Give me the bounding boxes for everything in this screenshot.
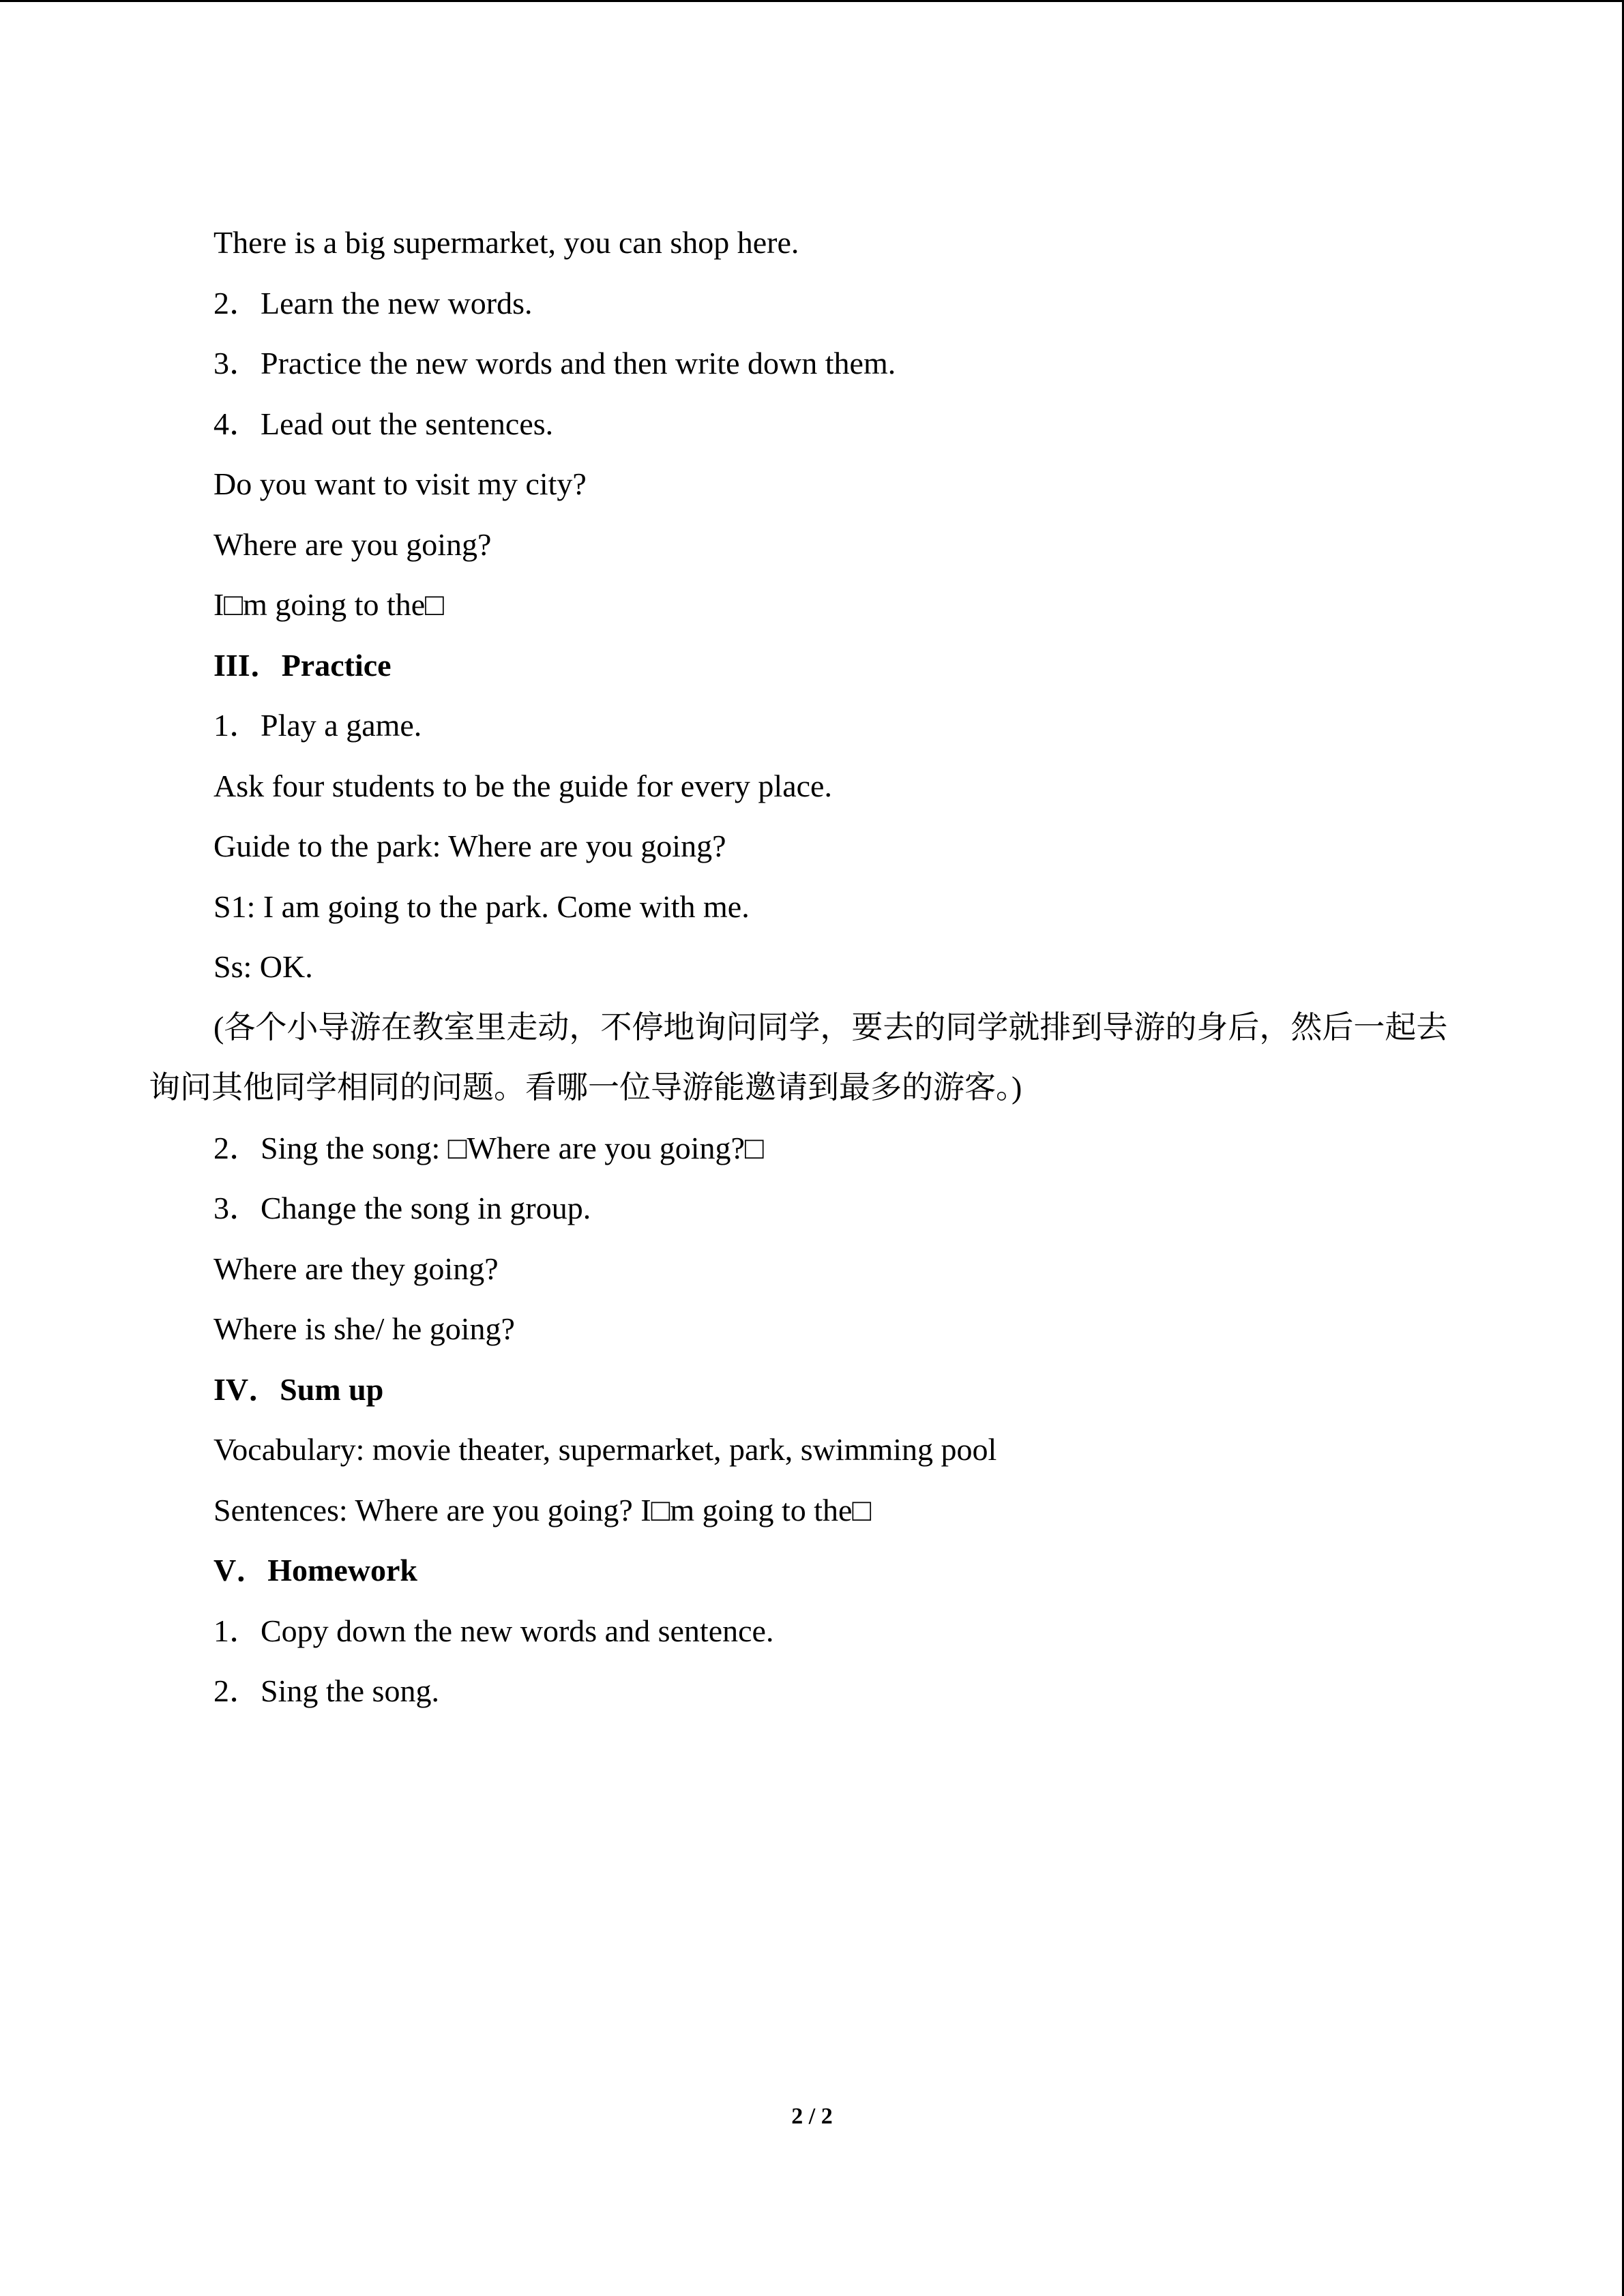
list-item: 2．Sing the song. — [213, 1673, 439, 1708]
text-line: Where is she/ he going? — [213, 1311, 515, 1346]
text-line: Where are you going? — [213, 526, 492, 562]
chinese-paragraph: (各个小导游在教室里走动，不停地询问同学，要去的同学就排到导游的身后，然后一起去询问其他同学相同的问题。看哪一位导游能邀请到最多的游客。) — [149, 1009, 1448, 1105]
list-item: 2．Learn the new words. — [213, 285, 533, 320]
list-item: 3．Practice the new words and then write down them. — [213, 346, 896, 381]
text-line: Ask four students to be the guide for every place. — [213, 768, 832, 803]
text-line: Guide to the park: Where are you going? — [213, 829, 726, 863]
section-heading-practice: III．Practice — [213, 647, 392, 683]
section-heading-homework: V．Homework — [213, 1553, 417, 1587]
page-number: 2 / 2 — [791, 2104, 833, 2129]
text-line: S1: I am going to the park. Come with me. — [213, 889, 750, 924]
page-top-border — [0, 0, 1624, 2]
document-body — [149, 213, 1472, 1722]
text-line: Vocabulary: movie theater, supermarket, park, swimming pool — [213, 1432, 997, 1467]
text-line: There is a big supermarket, you can shop here. — [213, 225, 799, 260]
text-line: Where are they going? — [213, 1251, 499, 1286]
list-item: 4．Lead out the sentences. — [213, 406, 554, 441]
list-item: 1．Play a game. — [213, 708, 422, 743]
section-heading-sum-up: IV．Sum up — [213, 1371, 384, 1407]
text-line: I□m going to the□ — [213, 587, 444, 622]
text-line: Ss: OK. — [213, 949, 313, 984]
list-item: 2．Sing the song: □Where are you going?□ — [213, 1130, 764, 1165]
list-item: 3．Change the song in group. — [213, 1191, 591, 1225]
text-line: Sentences: Where are you going? I□m going to the□ — [213, 1492, 872, 1527]
text-line: Do you want to visit my city? — [213, 466, 587, 501]
list-item: 1．Copy down the new words and sentence. — [213, 1613, 774, 1648]
